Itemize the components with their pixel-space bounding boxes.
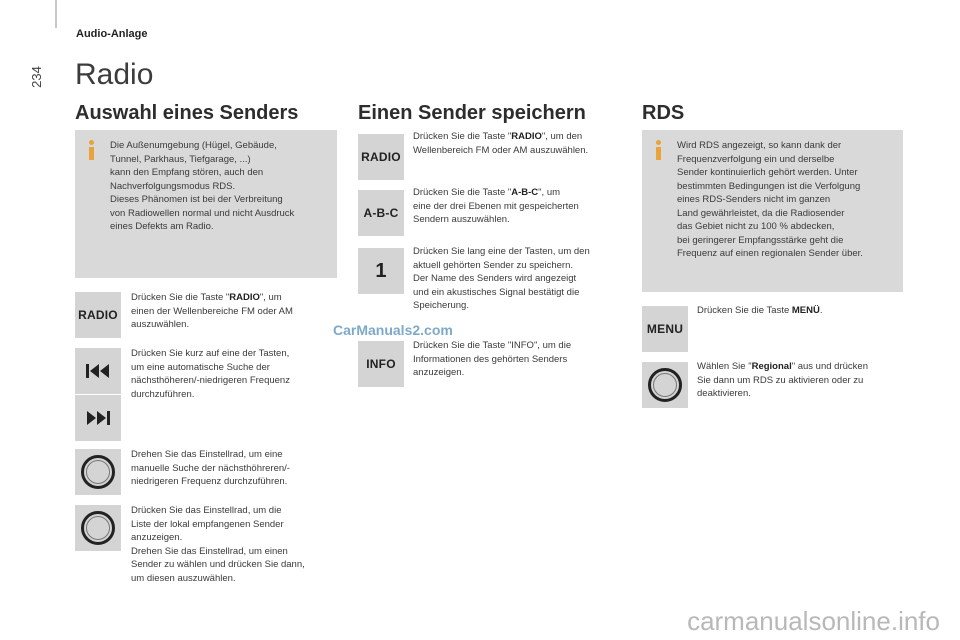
- margin-rule: [55, 0, 57, 28]
- instruction-seek: Drücken Sie kurz auf eine der Tasten, um eine automatische Suche der nächsthöheren/-niedrigeren Frequenz durchzuführen.: [131, 348, 290, 400]
- watermark: CarManuals2.com: [333, 322, 453, 338]
- footer-watermark: carmanualsonline.info: [687, 606, 940, 636]
- instruction-station-list: Drücken Sie das Einstellrad, um die Liste der lokal empfangenen Sender anzuzeigen. Drehen Sie das Einstellrad, um einen Sender zu wählen und drücken Sie dann, um diesen auszuwählen.: [131, 505, 305, 584]
- page-number: 234: [29, 66, 44, 88]
- heading-rds: RDS: [642, 102, 685, 124]
- radio-button-icon: RADIO: [358, 134, 404, 180]
- instruction-regional: Wählen Sie "Regional" aus und drücken Sie dann um RDS zu aktivieren oder zu deaktivieren.: [697, 361, 868, 399]
- page-title: Radio: [75, 58, 154, 91]
- heading-station-selection: Auswahl eines Senders: [75, 102, 299, 124]
- instruction-abc: Drücken Sie die Taste "A-B-C", um eine der drei Ebenen mit gespeicherten Sendern auszuwählen.: [413, 187, 579, 225]
- dial-knob-icon: [642, 362, 688, 408]
- dial-knob-icon: [75, 505, 121, 551]
- info-text-rds: Wird RDS angezeigt, so kann dank der Frequenzverfolgung ein und derselbe Sender kontinuierlich gehört werden. Unter bestimmten Bedingungen ist die Verfolgung eines RDS-Senders nicht im ganzen Land gewährleistet, da die Radiosender das Gebiet nicht zu 100 % abdecken, bei geringerer Empfangsstärke geht die Frequenz auf einen regionalen Sender über.: [677, 140, 863, 259]
- seek-forward-icon: [75, 395, 121, 441]
- info-icon: [654, 140, 664, 160]
- instruction-info: Drücken Sie die Taste "INFO", um die Informationen des gehörten Senders anzuzeigen.: [413, 340, 572, 378]
- radio-button-icon: RADIO: [75, 292, 121, 338]
- menu-button-icon: MENU: [642, 306, 688, 352]
- info-box-reception: [75, 130, 337, 278]
- instruction-manual-search: Drehen Sie das Einstellrad, um eine manuelle Suche der nächsthöhreren/- niedrigeren Frequenz durchzuführen.: [131, 449, 290, 487]
- info-button-icon: INFO: [358, 341, 404, 387]
- instruction-store-radio: Drücken Sie die Taste "RADIO", um den Wellenbereich FM oder AM auszuwählen.: [413, 131, 589, 156]
- instruction-radio: Drücken Sie die Taste "RADIO", um einen der Wellenbereiche FM oder AM auszuwählen.: [131, 292, 293, 330]
- dial-knob-icon: [75, 449, 121, 495]
- info-box-rds: [642, 130, 903, 292]
- instruction-menu: Drücken Sie die Taste MENÜ.: [697, 305, 823, 316]
- info-icon: [87, 140, 97, 160]
- instruction-store-preset: Drücken Sie lang eine der Tasten, um den aktuell gehörten Sender zu speichern. Der Name des Senders wird angezeigt und ein akustisches Signal bestätigt die Speicherung.: [413, 246, 590, 311]
- seek-back-icon: [75, 348, 121, 394]
- section-header: Audio-Anlage: [76, 28, 148, 40]
- info-text-reception: Die Außenumgebung (Hügel, Gebäude, Tunnel, Parkhaus, Tiefgarage, ...) kann den Empfang stören, auch den Nachverfolgungsmodus RDS. Dieses Phänomen ist bei der Verbreitung von Radiowellen normal und nicht Ausdruck eines Defekts am Radio.: [110, 140, 295, 232]
- abc-button-icon: A-B-C: [358, 190, 404, 236]
- preset-1-button-icon: 1: [358, 248, 404, 294]
- heading-store-station: Einen Sender speichern: [358, 102, 586, 124]
